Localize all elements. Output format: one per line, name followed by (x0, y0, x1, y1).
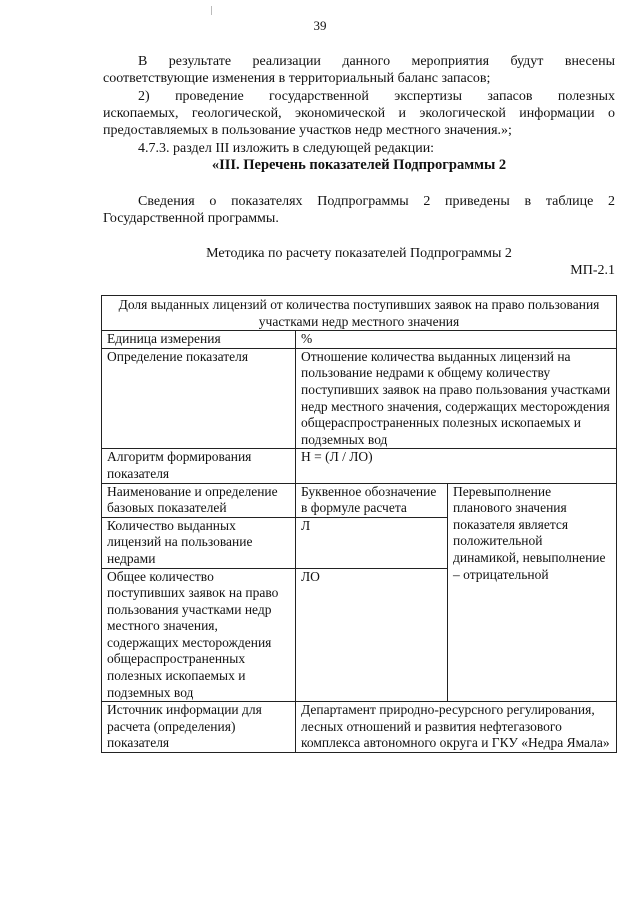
indicator-title: Доля выданных лицензий от количества поступивших заявок на право пользования участками недр местного значения (102, 296, 617, 331)
method-code: МП-2.1 (570, 263, 615, 278)
dynamics-note: Перевыполнение планового значения показателя является положительной динамикой, невыполнение – отрицательной (448, 483, 617, 702)
method-title: Методика по расчету показателей Подпрограммы 2 (206, 246, 512, 261)
paragraph-line: соответствующие изменения в территориальный баланс запасов; (103, 71, 491, 86)
table-row (102, 331, 617, 349)
applications-total-label: Общее количество поступивших заявок на право пользования участками недр местного значения, содержащих месторождения общераспространенных полезных ископаемых и подземных вод (102, 568, 296, 702)
algorithm-formula: Н = (Л / ЛО) (296, 449, 617, 483)
paragraph-result (103, 53, 615, 87)
applications-total-symbol: ЛО (296, 568, 448, 702)
paragraph-line: Сведения о показателях Подпрограммы 2 приведены в таблице 2 (138, 194, 615, 209)
scan-mark (211, 6, 212, 15)
unit-label: Единица измерения (102, 331, 296, 349)
base-indicators-label: Наименование и определение базовых показателей (102, 483, 296, 517)
table-row (102, 296, 617, 331)
source-label: Источник информации для расчета (определения) показателя (102, 702, 296, 753)
definition-value: Отношение количества выданных лицензий на пользование недрами к общему количеству поступивших заявок на право пользования участками недр местного значения, содержащих месторождения общераспространенных полезных ископаемых и подземных вод (296, 348, 617, 449)
paragraph-line: Государственной программы. (103, 211, 279, 226)
paragraph-section-edit (103, 140, 615, 157)
section-title: «III. Перечень показателей Подпрограммы 2 (211, 157, 507, 173)
page-number: 39 (313, 18, 327, 33)
paragraph-line: предоставляемых в пользование участков недр местного значения.»; (103, 123, 512, 138)
indicator-table (101, 295, 617, 753)
paragraph-line: 4.7.3. раздел III изложить в следующей редакции: (138, 141, 435, 156)
algorithm-label: Алгоритм формирования показателя (102, 449, 296, 483)
unit-value: % (296, 331, 617, 349)
paragraph-indicators (103, 193, 615, 227)
symbol-header: Буквенное обозначение в формуле расчета (296, 483, 448, 517)
table-row (102, 348, 617, 449)
licenses-issued-symbol: Л (296, 517, 448, 568)
paragraph-expertise (103, 88, 615, 139)
paragraph-line: В результате реализации данного мероприятия будут внесены (138, 54, 615, 69)
table-row (102, 449, 617, 483)
licenses-issued-label: Количество выданных лицензий на пользование недрами (102, 517, 296, 568)
source-value: Департамент природно-ресурсного регулирования, лесных отношений и развития нефтегазового комплекса автономного округа и ГКУ «Недра Ямала» (296, 702, 617, 753)
table-row (102, 702, 617, 753)
table-row (102, 483, 617, 517)
paragraph-line: ископаемых, геологической, экономической и экологической информации о (103, 106, 615, 121)
definition-label: Определение показателя (102, 348, 296, 449)
paragraph-line: 2) проведение государственной экспертизы запасов полезных (138, 89, 615, 104)
